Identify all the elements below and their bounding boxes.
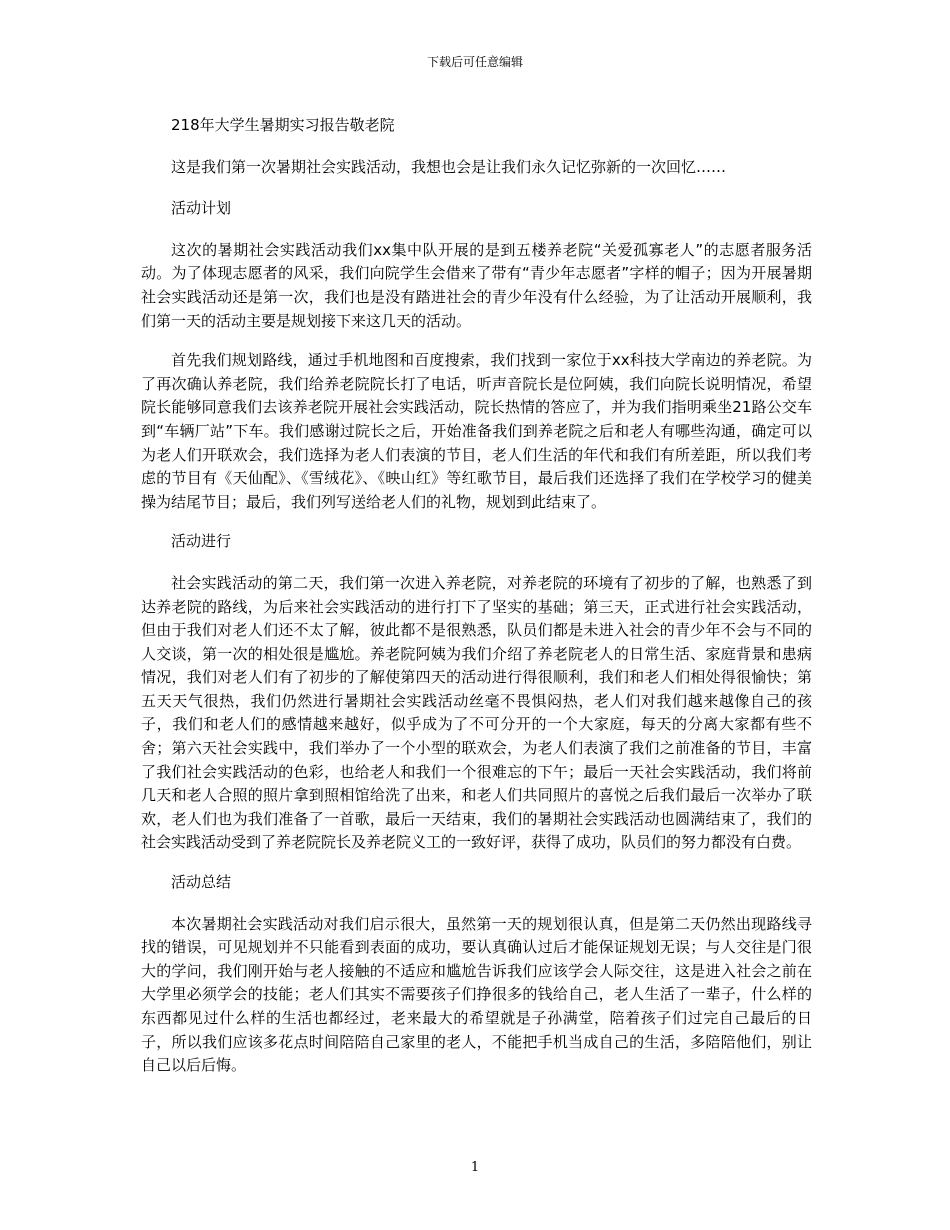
document-body: [141, 114, 812, 1094]
section-heading-progress: 活动进行: [171, 532, 232, 551]
section-heading-plan: 活动计划: [171, 199, 232, 218]
page-header: 下载后可任意编辑: [426, 55, 523, 69]
plan-paragraph-2: 首先我们规划路线，通过手机地图和百度搜索，我们找到一家位于xx科技大学南边的养老院。为了再次确认养老院，我们给养老院院长打了电话，听声音院长是位阿姨，我们向院长说明情况，希望院长能够同意我们去该养老院开展社会实践活动，院长热情的答应了，并为我们指明乘坐21路公交车到“车辆厂站”下车。我们感谢过院长之后，开始准备我们到养老院之后和老人有哪些沟通，确定可以为老人们开联欢会，我们选择为老人们表演的节目，老人们生活的年代和我们有所差距，所以我们考虑的节目有《天仙配》、《雪绒花》、《映山红》等红歌节目，最后我们还选择了我们在学校学习的健美操为结尾节目；最后，我们列写送给老人们的礼物，规划到此结束了。: [141, 351, 812, 511]
intro-paragraph: 这是我们第一次暑期社会实践活动，我想也会是让我们永久记忆弥新的一次回忆……: [171, 157, 727, 176]
summary-paragraph-1: 本次暑期社会实践活动对我们启示很大，虽然第一天的规划很认真，但是第二天仍然出现路线寻找的错误，可见规划并不只能看到表面的成功，要认真确认过后才能保证规划无误；与人交往是门很大的学问，我们刚开始与老人接触的不适应和尴尬告诉我们应该学会人际交往，这是进入社会之前在大学里必须学会的技能；老人们其实不需要孩子们挣很多的钱给自己，老人生活了一辈子，什么样的东西都见过什么样的生活也都经过，老来最大的希望就是子孙满堂，陪着孩子们过完自己最后的日子，所以我们应该多花点时间陪陪自己家里的老人，不能把手机当成自己的生活，多陪陪他们，别让自己以后后悔。: [141, 914, 812, 1075]
plan-paragraph-1: 这次的暑期社会实践活动我们xx集中队开展的是到五楼养老院“关爱孤寡老人”的志愿者服务活动。为了体现志愿者的风采，我们向院学生会借来了带有“青少年志愿者”字样的帽子；因为开展暑期社会实践活动还是第一次，我们也是没有踏进社会的青少年没有什么经验，为了让活动开展顺利，我们第一天的活动主要是规划接下来这几天的活动。: [141, 240, 812, 330]
document-title: 218年大学生暑期实习报告敬老院: [171, 116, 395, 134]
page-number: 1: [470, 1160, 480, 1175]
section-heading-summary: 活动总结: [171, 873, 232, 892]
progress-paragraph-1: 社会实践活动的第二天，我们第一次进入养老院，对养老院的环境有了初步的了解，也熟悉了到达养老院的路线，为后来社会实践活动的进行打下了坚实的基础；第三天，正式进行社会实践活动，但由于我们对老人们还不太了解，彼此都不是很熟悉，队员们都是未进入社会的青少年不会与不同的人交谈，第一次的相处很是尴尬。养老院阿姨为我们介绍了养老院老人的日常生活、家庭背景和患病情况，我们对老人们有了初步的了解使第四天的活动进行得很顺利，我们和老人们相处得很愉快；第五天天气很热，我们仍然进行暑期社会实践活动丝毫不畏惧闷热，老人们对我们越来越像自己的孩子，我们和老人们的感情越来越好，似乎成为了不可分开的一个大家庭，每天的分离大家都有些不舍；第六天社会实践中，我们举办了一个小型的联欢会，为老人们表演了我们之前准备的节目，丰富了我们社会实践活动的色彩，也给老人和我们一个很难忘的下午；最后一天社会实践活动，我们将前几天和老人合照的照片拿到照相馆给洗了出来，和老人们共同照片的喜悦之后我们最后一次举办了联欢，老人们也为我们准备了一首歌，最后一天结束，我们的暑期社会实践活动也圆满结束了，我们的社会实践活动受到了养老院院长及养老院义工的一致好评，获得了成功，队员们的努力都没有白费。: [141, 573, 812, 852]
